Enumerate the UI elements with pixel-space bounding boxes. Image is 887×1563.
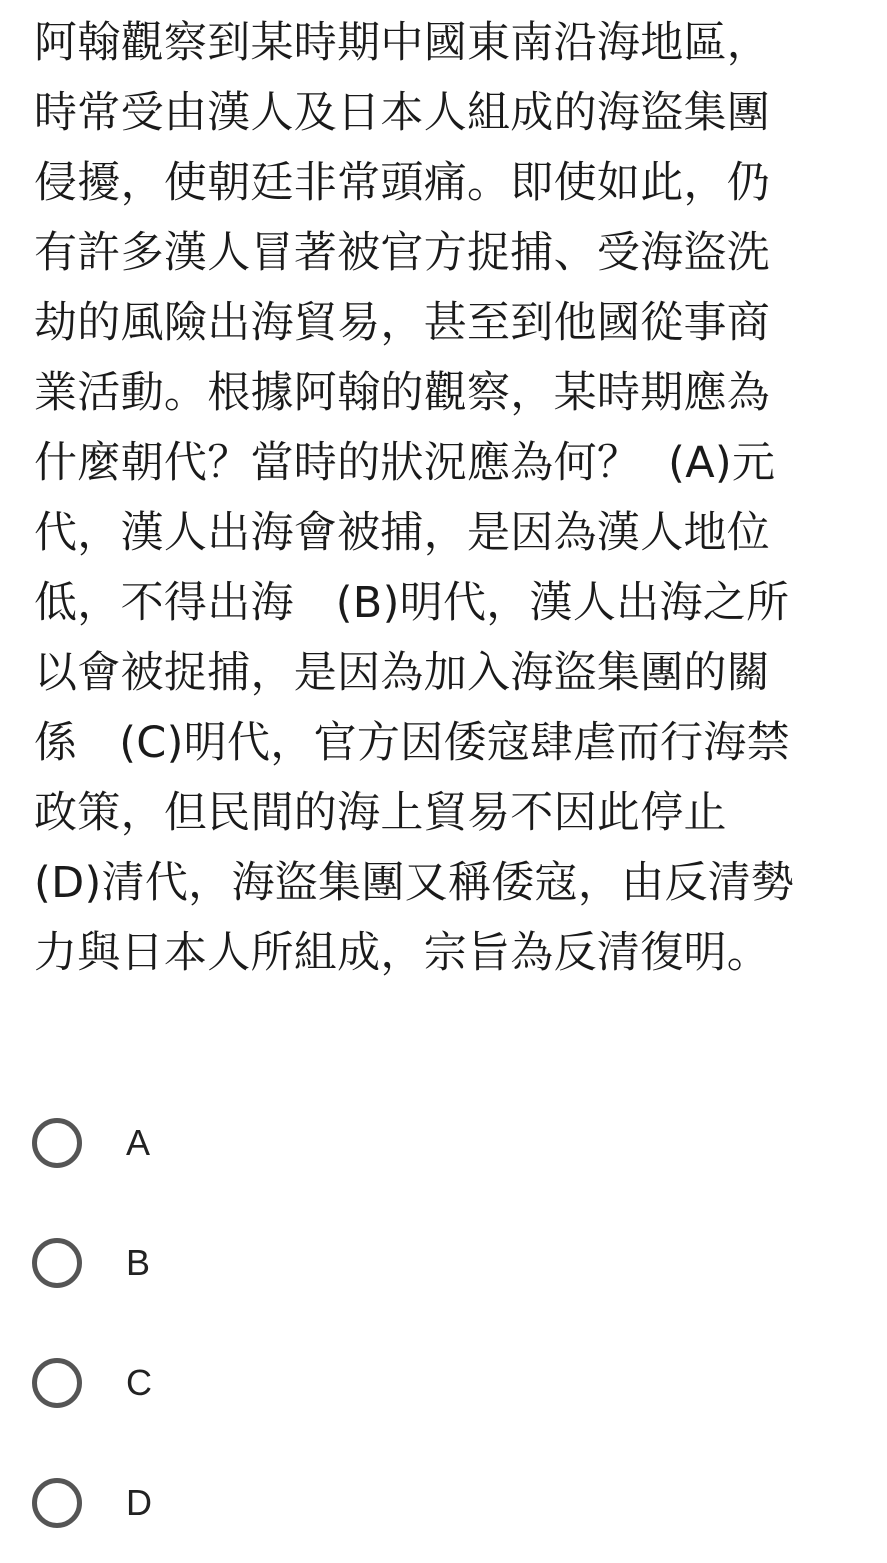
radio-button-icon[interactable] [32,1238,82,1288]
question-line-7: 什麼朝代？當時的狀況應為何？ (A)元 [34,438,776,488]
question-line-13: (D)清代，海盜集團又稱倭寇，由反清勢 [34,858,795,908]
question-line-6: 業活動。根據阿翰的觀察，某時期應為 [34,368,771,418]
option-c[interactable] [32,1323,852,1443]
question-line-10: 以會被捉捕，是因為加入海盜集團的關 [34,648,771,698]
option-b-label: B [126,1242,151,1283]
question-line-9: 低，不得出海 (B)明代，漢人出海之所 [34,578,790,628]
question-line-2: 時常受由漢人及日本人組成的海盜集團 [34,88,771,138]
question-line-12: 政策，但民間的海上貿易不因此停止 [34,788,727,838]
option-d-label: D [126,1482,152,1523]
option-c-label: C [126,1362,152,1403]
question-line-1: 阿翰觀察到某時期中國東南沿海地區， [34,18,771,68]
option-a[interactable] [32,1083,852,1203]
question-line-4: 有許多漢人冒著被官方捉捕、受海盜洗 [34,228,771,278]
radio-button-icon[interactable] [32,1478,82,1528]
option-b[interactable] [32,1203,852,1323]
radio-button-icon[interactable] [32,1358,82,1408]
option-d[interactable] [32,1443,852,1563]
question-line-5: 劫的風險出海貿易，甚至到他國從事商 [34,298,771,348]
question-text [34,8,864,988]
answer-options [32,1083,852,1563]
question-line-14: 力與日本人所組成，宗旨為反清復明。 [34,928,771,978]
question-line-11: 係 (C)明代，官方因倭寇肆虐而行海禁 [34,718,790,768]
radio-button-icon[interactable] [32,1118,82,1168]
question-line-3: 侵擾，使朝廷非常頭痛。即使如此，仍 [34,158,771,208]
question-line-8: 代，漢人出海會被捕，是因為漢人地位 [34,508,771,558]
option-a-label: A [126,1122,151,1163]
